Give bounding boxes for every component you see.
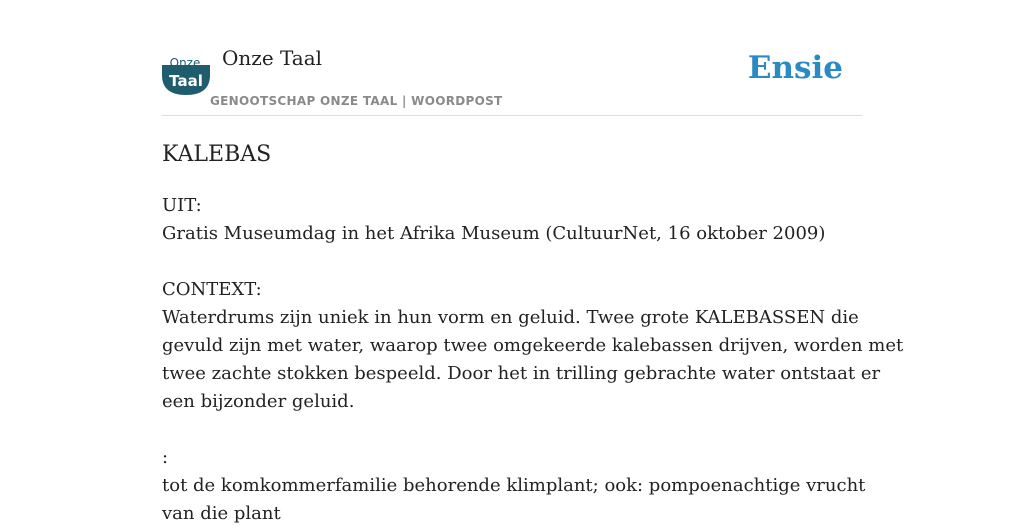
entry-headword: KALEBAS (162, 142, 272, 167)
context-label: CONTEXT: (162, 279, 262, 300)
context-line: Waterdrums zijn uniek in hun vorm en geluid. Twee grote KALEBASSEN die (162, 307, 859, 328)
spacer (162, 248, 862, 276)
context-line: gevuld zijn met water, waarop twee omgekeerde kalebassen drijven, worden met (162, 335, 904, 356)
header-divider (162, 115, 862, 116)
spacer (162, 416, 862, 444)
definition-label: : (162, 447, 169, 468)
logo-text-bottom: Taal (169, 72, 203, 90)
source-label: UIT: (162, 195, 202, 216)
definition-line: tot de komkommerfamilie behorende klimplant; ook: pompoenachtige vrucht (162, 475, 866, 496)
logo-text-top: Onze (169, 56, 201, 70)
brand-subtitle: GENOOTSCHAP ONZE TAAL | WOORDPOST (210, 94, 503, 108)
onze-taal-logo[interactable] (162, 53, 210, 95)
definition-line: van die plant (162, 503, 281, 524)
source-text: Gratis Museumdag in het Afrika Museum (CultuurNet, 16 oktober 2009) (162, 223, 826, 244)
context-line: een bijzonder geluid. (162, 391, 355, 412)
context-line: twee zachte stokken bespeeld. Door het in trilling gebrachte water ontstaat er (162, 363, 881, 384)
entry-body (162, 192, 904, 528)
ensie-logo[interactable]: Ensie (747, 50, 843, 86)
brand-name[interactable]: Onze Taal (222, 46, 323, 70)
